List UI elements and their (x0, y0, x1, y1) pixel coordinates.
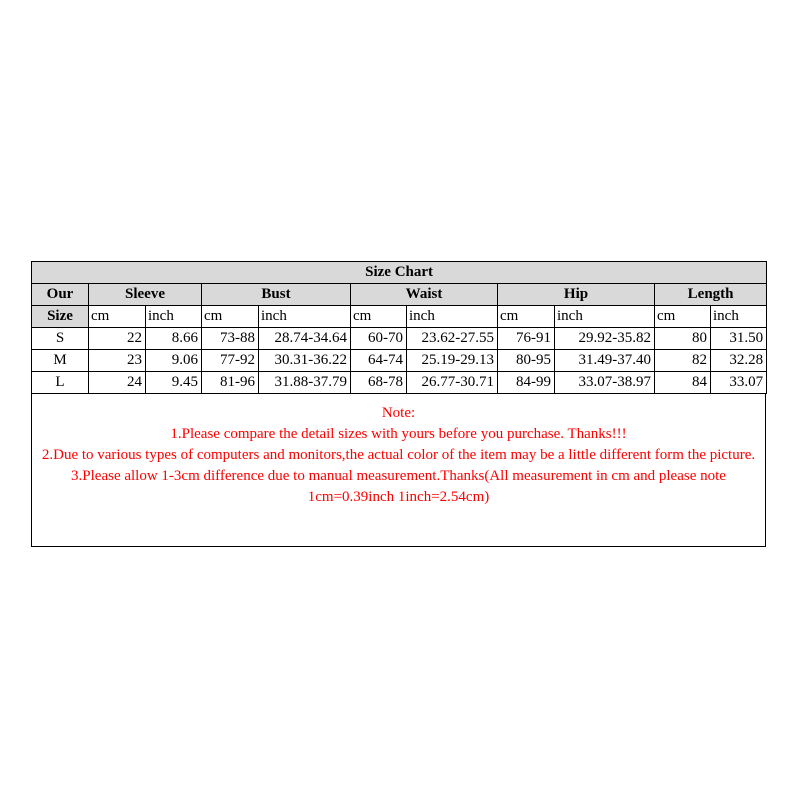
unit-label: cm (202, 306, 259, 328)
table-row (32, 328, 767, 350)
unit-label: inch (407, 306, 498, 328)
table-cell: 77-92 (202, 350, 259, 372)
table-cell: 33.07 (711, 372, 767, 394)
title-row (32, 262, 767, 284)
unit-label: cm (89, 306, 146, 328)
table-cell: 76-91 (498, 328, 555, 350)
unit-label: cm (655, 306, 711, 328)
table-cell: 24 (89, 372, 146, 394)
unit-header-row (32, 306, 767, 328)
group-header: Sleeve (89, 284, 202, 306)
group-header: Bust (202, 284, 351, 306)
table-cell: 31.49-37.40 (555, 350, 655, 372)
size-header-top: Our (32, 284, 89, 306)
size-chart (31, 261, 766, 547)
group-header: Hip (498, 284, 655, 306)
table-row (32, 350, 767, 372)
table-row (32, 372, 767, 394)
group-header: Length (655, 284, 767, 306)
table-cell: 80-95 (498, 350, 555, 372)
table-cell: 28.74-34.64 (259, 328, 351, 350)
table-cell: 23.62-27.55 (407, 328, 498, 350)
size-label: S (32, 328, 89, 350)
table-cell: 84-99 (498, 372, 555, 394)
note-line: 2.Due to various types of computers and monitors,the actual color of the item may be a little different form the picture. (41, 447, 756, 463)
size-label: M (32, 350, 89, 372)
table-cell: 60-70 (351, 328, 407, 350)
table-cell: 30.31-36.22 (259, 350, 351, 372)
chart-title: Size Chart (32, 262, 767, 284)
unit-label: cm (351, 306, 407, 328)
table-cell: 22 (89, 328, 146, 350)
note-line: 3.Please allow 1-3cm difference due to manual measurement.Thanks(All measurement in cm and please note 1cm=0.39inch 1inch=2.54cm) (71, 468, 726, 505)
notes-heading: Note: (381, 405, 416, 421)
table-cell: 68-78 (351, 372, 407, 394)
group-header-row (32, 284, 767, 306)
table-cell: 80 (655, 328, 711, 350)
table-cell: 23 (89, 350, 146, 372)
table-cell: 73-88 (202, 328, 259, 350)
table-cell: 82 (655, 350, 711, 372)
table-cell: 9.45 (146, 372, 202, 394)
table-cell: 26.77-30.71 (407, 372, 498, 394)
table-cell: 64-74 (351, 350, 407, 372)
size-table (31, 261, 767, 394)
table-cell: 81-96 (202, 372, 259, 394)
note-line: 1.Please compare the detail sizes with yours before you purchase. Thanks!!! (170, 426, 627, 442)
table-cell: 25.19-29.13 (407, 350, 498, 372)
table-cell: 33.07-38.97 (555, 372, 655, 394)
unit-label: inch (555, 306, 655, 328)
unit-label: inch (259, 306, 351, 328)
table-cell: 32.28 (711, 350, 767, 372)
unit-label: inch (711, 306, 767, 328)
table-cell: 31.50 (711, 328, 767, 350)
unit-label: inch (146, 306, 202, 328)
group-header: Waist (351, 284, 498, 306)
notes-box (31, 394, 766, 547)
table-cell: 84 (655, 372, 711, 394)
table-cell: 8.66 (146, 328, 202, 350)
table-cell: 31.88-37.79 (259, 372, 351, 394)
unit-label: cm (498, 306, 555, 328)
table-cell: 9.06 (146, 350, 202, 372)
size-label: L (32, 372, 89, 394)
table-cell: 29.92-35.82 (555, 328, 655, 350)
size-header-bottom: Size (32, 306, 89, 328)
